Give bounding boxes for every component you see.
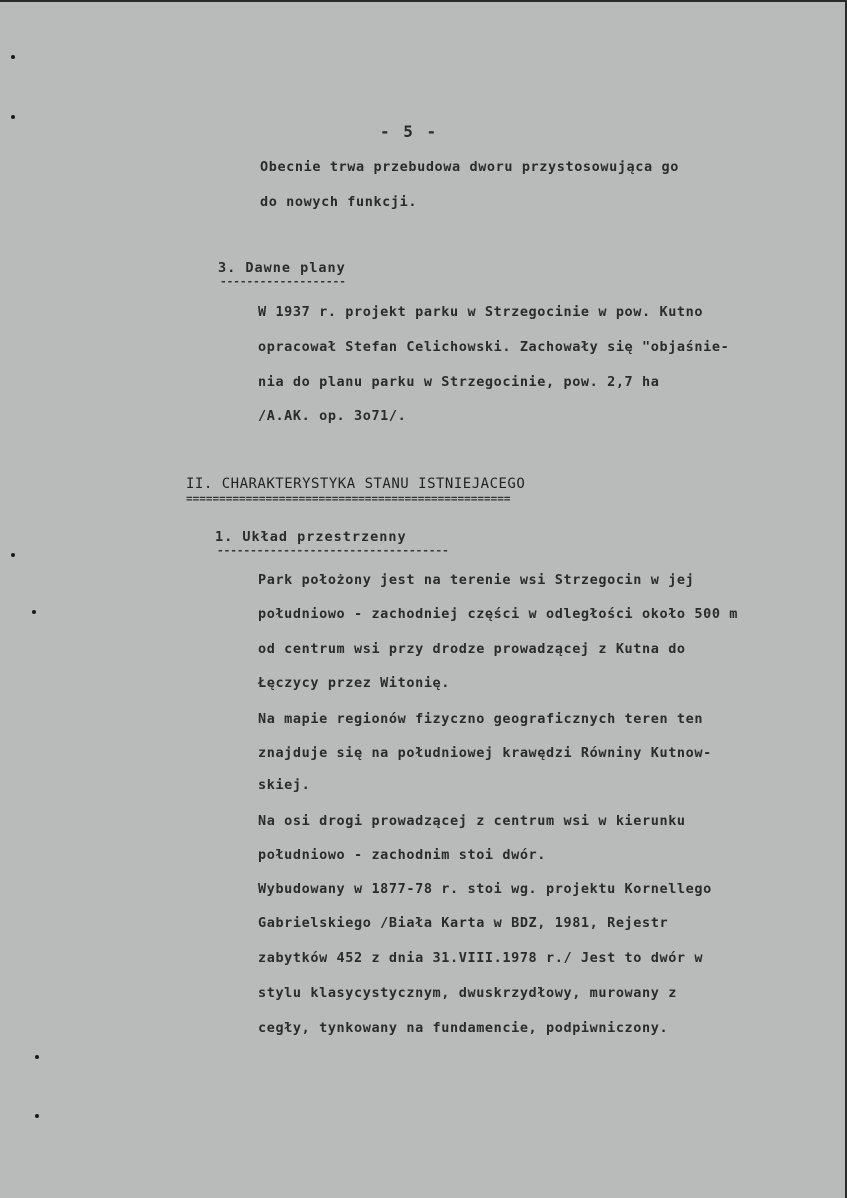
paragraph-line: opracował Stefan Celichowski. Zachowały się "objaśnie- [258,339,730,355]
chapter-underline: ================================================= [186,492,511,505]
paragraph-line: południowo - zachodnim stoi dwór. [258,847,547,863]
page-number: - 5 - [380,122,439,141]
paragraph-line: Łęczycy przez Witonię. [258,675,451,691]
paragraph-line: skiej. [258,777,311,793]
paragraph-line: stylu klasycystycznym, dwuskrzydłowy, murowany z [258,985,677,1001]
punch-hole [11,115,15,119]
punch-hole [11,553,15,557]
paragraph-line: znajduje się na południowej krawędzi Równiny Kutnow- [258,745,712,761]
section-heading: 3. Dawne plany [218,260,346,276]
punch-hole [35,1055,39,1059]
paragraph-line: nia do planu parku w Strzegocinie, pow. 2,7 ha [258,374,660,390]
chapter-title: II. CHARAKTERYSTYKA STANU ISTNIEJACEGO [186,476,526,492]
paragraph-line: zabytków 452 z dnia 31.VIII.1978 r./ Jest to dwór w [258,950,704,966]
paragraph-line: Wybudowany w 1877-78 r. stoi wg. projektu Kornellego [258,881,712,897]
paragraph-line: południowo - zachodniej części w odległości około 500 m [258,606,739,622]
intro-line: Obecnie trwa przebudowa dworu przystosowująca go [260,159,679,175]
heading-underline: ------------------- [220,275,346,288]
paragraph-line: /A.AK. op. 3o71/. [258,408,407,424]
intro-line: do nowych funkcji. [260,194,418,210]
paragraph-line: Park położony jest na terenie wsi Strzegocin w jej [258,572,695,588]
heading-underline: ----------------------------------- [217,544,449,557]
section-heading: 1. Układ przestrzenny [215,529,407,545]
paragraph-line: Gabrielskiego /Biała Karta w BDZ, 1981, Rejestr [258,915,669,931]
punch-hole [35,1114,39,1118]
paragraph-line: Na osi drogi prowadzącej z centrum wsi w kierunku [258,813,686,829]
punch-hole [11,55,15,59]
paragraph-line: od centrum wsi przy drodze prowadzącej z Kutna do [258,641,686,657]
paragraph-line: W 1937 r. projekt parku w Strzegocinie w pow. Kutno [258,304,704,320]
paragraph-line: Na mapie regionów fizyczno geograficznych teren ten [258,711,704,727]
paragraph-line: cegły, tynkowany na fundamencie, podpiwniczony. [258,1020,669,1036]
punch-hole [32,610,36,614]
